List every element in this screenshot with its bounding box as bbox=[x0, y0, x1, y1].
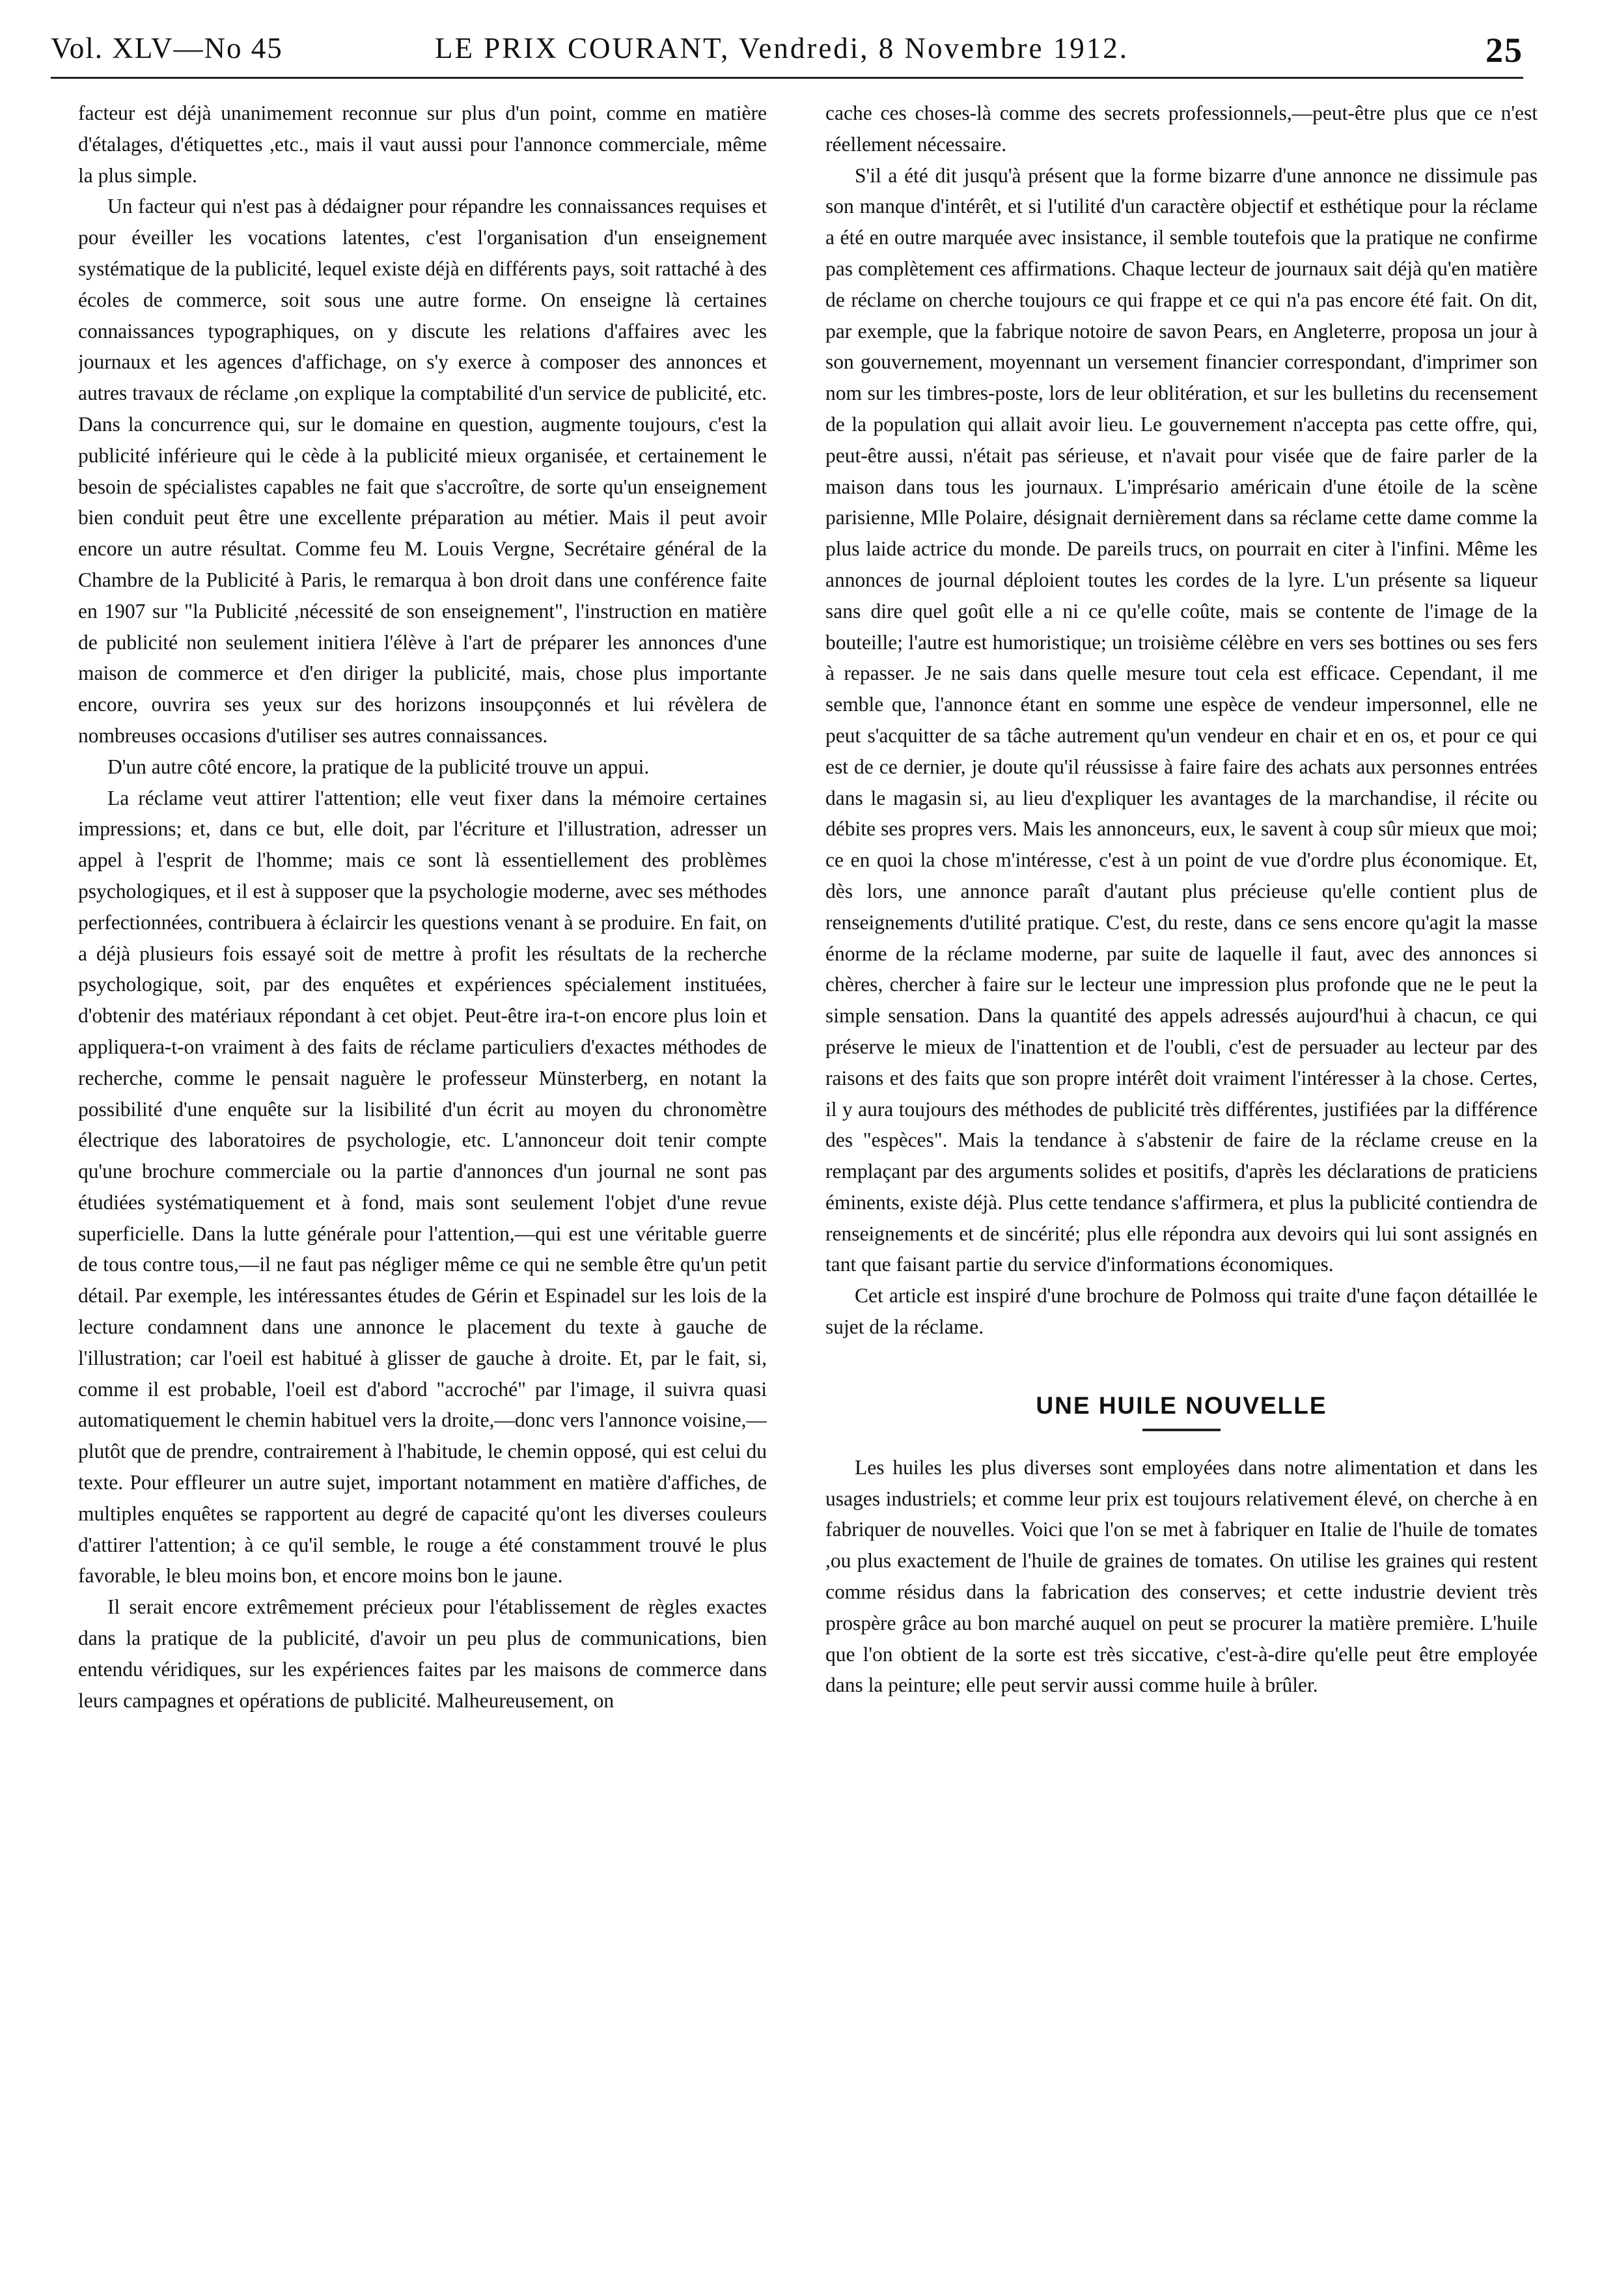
column-gutter bbox=[793, 98, 794, 2247]
paragraph: S'il a été dit jusqu'à présent que la forme bizarre d'une annonce ne dissimule pas son manque d'intérêt, et si l'utilité d'un caractère objectif et esthétique pour la réclame a été en outre marquée avec insistance, il semble toutefois que la pratique ne confirme pas complètement ces affirmations. Chaque lecteur de journaux sait déjà qu'en matière de réclame on cherche toujours ce qui frappe et ce qui n'a pas encore été fait. On dit, par exemple, que la fabrique notoire de savon Pears, en Angleterre, proposa un jour à son gouvernement, moyennant un versement financier correspondant, d'imprimer son nom sur les timbres-poste, lors de leur oblitération, et sur les bulletins du recensement de la population qui allait avoir lieu. Le gouvernement n'accepta pas cette offre, qui, peut-être aussi, n'était pas sérieuse, et n'avait pour visée que de faire parler de la maison dans tous les journaux. L'imprésario américain d'une étoile de la scène parisienne, Mlle Polaire, désignait dernièrement dans sa réclame cette dame comme la plus laide actrice du monde. De pareils trucs, on pourrait en citer à l'infini. Même les annonces de journal déploient toutes les cordes de la lyre. L'un présente sa liqueur sans dire quel goût elle a ni ce qu'elle coûte, mais se contente de l'image de la bouteille; l'autre est humoristique; un troisième célèbre en vers ses bottines ou ses fers à repasser. Je ne sais dans quelle mesure tout cela est efficace. Cependant, il me semble que, l'annonce étant en somme une espèce de vendeur impersonnel, elle ne peut s'acquitter de sa tâche autrement qu'un vendeur en chair et en os, et pour ce qui est de ce dernier, je doute qu'il réussisse à faire faire des achats aux personnes entrées dans le magasin si, au lieu d'expliquer les avantages de la marchandise, il récite ou débite ses propres vers. Mais les annonceurs, eux, le savent à coup sûr mieux que moi; ce en quoi la chose m'intéresse, c'est à un point de vue d'ordre plus économique. Et, dès lors, une annonce paraît d'autant plus précieuse qu'elle contient plus de renseignements d'utilité pratique. C'est, du reste, dans ce sens encore qu'agit la masse énorme de la réclame moderne, par suite de laquelle il faut, avec des annonces si chères, chercher à faire sur le lecteur une impression plus profonde que ne le peut la simple sensation. Dans la quantité des appels adressés aujourd'hui à chacun, ce qui préserve le mieux de l'inattention et de l'oubli, c'est de persuader au lecteur par des raisons et des faits que son propre intérêt doit vraiment l'intéresser à la chose. Certes, il y aura toujours des méthodes de publicité très différentes, justifiées par la différence des "espèces". Mais la tendance à s'abstenir de faire de la réclame creuse en la remplaçant par des arguments solides et positifs, d'après les déclarations de praticiens éminents, existe déjà. Plus cette tendance s'affirmera, et plus la publicité contiendra de renseignements et de sincérité; plus elle répondra aux devoirs qui lui sont assignés en tant que faisant partie du service d'informations économiques. bbox=[825, 163, 1538, 1276]
header-rule bbox=[51, 77, 1523, 79]
section-title: UNE HUILE NOUVELLE bbox=[1036, 1392, 1327, 1419]
volume-issue: Vol. XLV—No 45 bbox=[51, 32, 283, 64]
paragraph: Cet article est inspiré d'une brochure de Polmoss qui traite d'une façon détaillée le sujet de la réclame. bbox=[825, 1284, 1538, 1339]
masthead: LE PRIX COURANT, Vendredi, 8 Novembre 1912. bbox=[435, 32, 1129, 64]
paragraph: cache ces choses-là comme des secrets professionnels,—peut-être plus que ce n'est réellement nécessaire. bbox=[825, 102, 1538, 156]
paragraph: Il serait encore extrêmement précieux pour l'établissement de règles exactes dans la pratique de la publicité, d'avoir un peu plus de communications, bien entendu véridiques, sur les expériences faites par les maisons de commerce dans leurs campagnes et opérations de publicité. Malheureusement, on bbox=[78, 1595, 767, 1712]
page-header bbox=[51, 27, 1523, 79]
title-rule bbox=[1142, 1429, 1221, 1431]
paragraph: Un facteur qui n'est pas à dédaigner pour répandre les connaissances requises et pour éveiller les vocations latentes, c'est l'organisation d'un enseignement systématique de la publicité, lequel existe déjà en différents pays, soit rattaché à des écoles de commerce, soit sous une autre forme. On enseigne là certaines connaissances typographiques, on y discute les relations d'affaires avec les journaux et les agences d'affichage, on s'y exerce à composer des annonces et autres travaux de réclame ,on explique la comptabilité d'un service de publicité, etc. Dans la concurrence qui, sur le domaine en question, augmente toujours, c'est la publicité inférieure qui le cède à la publicité mieux organisée, et certainement le besoin de spécialistes capables ne fait que s'accroître, de sorte qu'un enseignement bien conduit peut être une excellente préparation au métier. Mais il peut avoir encore un autre résultat. Comme feu M. Louis Vergne, Secrétaire général de la Chambre de la Publicité à Paris, le remarqua à bon droit dans une conférence faite en 1907 sur "la Publicité ,nécessité de son enseignement", l'instruction en matière de publicité non seulement initiera l'élève à l'art de préparer les annonces d'une maison de commerce et d'en diriger la publicité, mais, chose plus importante encore, ouvrira ses yeux sur des horizons insoupçonnés et lui révèlera de nombreuses occasions d'utiliser ses autres connaissances. bbox=[78, 195, 767, 747]
paragraph: facteur est déjà unanimement reconnue sur plus d'un point, comme en matière d'étalages, d'étiquettes ,etc., mais il vaut aussi pour l'annonce commerciale, même la plus simple. bbox=[78, 102, 767, 187]
paragraph: La réclame veut attirer l'attention; elle veut fixer dans la mémoire certaines impressions; et, dans ce but, elle doit, par l'écriture et l'illustration, adresser un appel à l'esprit de l'homme; mais ce sont là essentiellement des problèmes psychologiques, et il est à supposer que la psychologie moderne, avec ses méthodes perfectionnées, contribuera à éclaircir les questions venant à se produire. En fait, on a déjà plusieurs fois essayé soit de mettre à profit les résultats de la recherche psychologique, soit, par des enquêtes et expériences spécialement instituées, d'obtenir des matériaux répondant à cet objet. Peut-être ira-t-on encore plus loin et appliquera-t-on vraiment à des faits de réclame particuliers d'exactes méthodes de recherche, comme le pensait naguère le professeur Münsterberg, en notant la possibilité d'une enquête sur la lisibilité d'un écrit au moyen du chronomètre électrique des laboratoires de psychologie, etc. L'annonceur doit tenir compte qu'une brochure commerciale ou la partie d'annonces d'un journal ne sont pas étudiées systématiquement et à fond, mais sont seulement l'objet d'une revue superficielle. Dans la lutte générale pour l'attention,—qui est une véritable guerre de tous contre tous,—il ne faut pas négliger même ce qui ne semble être qu'un petit détail. Par exemple, les intéressantes études de Gérin et Espinadel sur les lois de la lecture condamnent dans une annonce le placement du texte à gauche de l'illustration; car l'oeil est habitué à glisser de gauche à droite. Et, par le fait, si, comme il est probable, l'oeil est d'abord "accroché" par l'image, il suivra quasi automatiquement le chemin habituel vers la droite,—donc vers l'annonce voisine,—plutôt que de prendre, contrairement à l'habitude, le chemin opposé, qui est celui du texte. Pour effleurer un autre sujet, important notamment en matière d'affiches, de multiples enquêtes se rapportent au degré de capacité qu'ont les diverses couleurs d'attirer l'attention; à ce qu'il semble, le rouge a été constamment trouvé le plus favorable, le bleu moins bon, et encore moins bon le jaune. bbox=[78, 786, 767, 1588]
right-column bbox=[825, 98, 1538, 2273]
left-column bbox=[78, 98, 767, 2260]
page-number: 25 bbox=[1486, 31, 1523, 70]
paragraph: D'un autre côté encore, la pratique de la publicité trouve un appui. bbox=[107, 755, 650, 778]
paragraph: Les huiles les plus diverses sont employées dans notre alimentation et dans les usages industriels; et comme leur prix est toujours relativement élevé, on cherche à en fabriquer de nouvelles. Voici que l'on se met à fabriquer en Italie de l'huile de tomates ,ou plus exactement de l'huile de graines de tomates. On utilise les graines qui restent comme résidus dans la fabrication des conserves; et cette industrie devient très prospère grâce au bon marché auquel on peut se procurer la matière première. L'huile que l'on obtient de la sorte est très siccative, c'est-à-dire qu'elle peut être employée dans la peinture; elle peut servir aussi comme huile à brûler. bbox=[825, 1455, 1538, 1697]
